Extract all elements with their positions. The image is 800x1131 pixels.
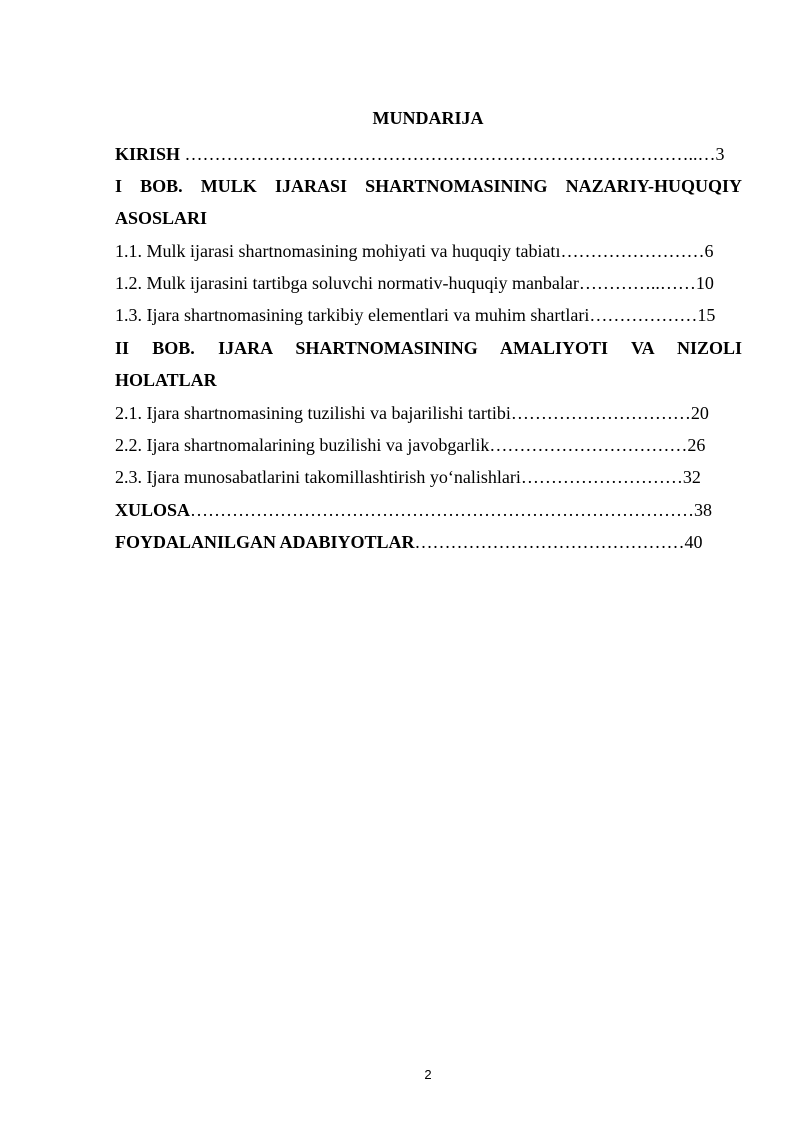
toc-title: MUNDARIJA (372, 108, 484, 128)
toc-entry-page: 10 (695, 273, 714, 293)
toc-entry-dots: …………………………………………………………………………..… (180, 144, 716, 164)
toc-entry-label: KIRISH (115, 144, 181, 164)
toc-entry-page: 26 (687, 435, 706, 455)
toc-entry-2-1 (115, 402, 709, 424)
toc-entry-dots: ……………… (589, 305, 698, 325)
toc-entry-kirish (115, 143, 725, 165)
toc-entry-1-1 (115, 240, 713, 262)
toc-entry-page: 20 (690, 403, 709, 423)
toc-entry-dots: …………..…… (578, 273, 696, 293)
chapter-2-heading-line2: HOLATLAR (115, 370, 217, 390)
toc-entry-1-3 (115, 304, 715, 326)
toc-entry-page: 15 (697, 305, 716, 325)
toc-entry-label: FOYDALANILGAN ADABIYOTLAR (115, 532, 415, 552)
toc-entry-label: 2.1. Ijara shartnomasining tuzilishi va bajarilishi tartibi (115, 403, 511, 423)
toc-entry-page: 40 (684, 532, 703, 552)
toc-entry-adabiyotlar (115, 531, 703, 553)
toc-entry-page: 3 (715, 144, 725, 164)
toc-entry-dots: …………………………… (489, 435, 688, 455)
chapter-1-heading-line2: ASOSLARI (115, 208, 208, 228)
toc-entry-1-2 (115, 272, 714, 294)
toc-entry-page: 38 (694, 500, 713, 520)
toc-entry-page: 32 (682, 467, 701, 487)
toc-entry-dots: ……………………………………… (414, 532, 685, 552)
toc-entry-page: 6 (704, 241, 714, 261)
toc-entry-dots: ………………………………………………………………………… (190, 500, 695, 520)
toc-entry-dots: …………………… (560, 241, 705, 261)
toc-entry-xulosa (115, 499, 712, 521)
toc-entry-dots: ………………………… (510, 403, 691, 423)
toc-entry-label: 1.3. Ijara shartnomasining tarkibiy elementlari va muhim shartlari (115, 305, 590, 325)
toc-entry-dots: ……………………… (520, 467, 683, 487)
toc-entry-2-3 (115, 466, 701, 488)
chapter-1-heading-line1: I BOB. MULK IJARASI SHARTNOMASINING NAZARIY-HUQUQIY (115, 176, 742, 196)
toc-entry-label: XULOSA (115, 500, 191, 520)
chapter-2-heading-line1: II BOB. IJARA SHARTNOMASINING AMALIYOTI VA NIZOLI (115, 338, 742, 358)
page-number: 2 (424, 1067, 432, 1082)
toc-entry-label: 1.2. Mulk ijarasini tartibga soluvchi normativ-huquqiy manbalar (115, 273, 579, 293)
toc-entry-2-2 (115, 434, 705, 456)
toc-entry-label: 2.2. Ijara shartnomalarining buzilishi va javobgarlik (115, 435, 490, 455)
toc-entry-label: 2.3. Ijara munosabatlarini takomillashtirish yo‘nalishlari (115, 467, 521, 487)
toc-entry-label: 1.1. Mulk ijarasi shartnomasining mohiyati va huquqiy tabiatı (115, 241, 561, 261)
